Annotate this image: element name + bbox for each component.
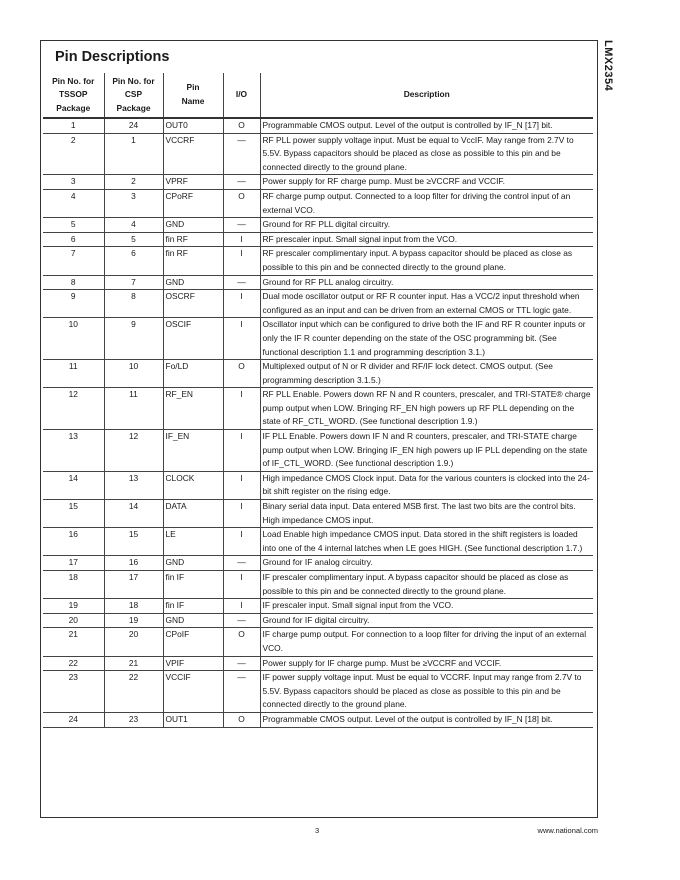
description-cell: Ground for IF analog circuitry. [260, 556, 593, 571]
description-cell: RF prescaler complimentary input. A bypass capacitor should be placed as close as possible to this pin and be connected directly to the ground plane. [260, 247, 593, 275]
io-cell: I [223, 599, 260, 614]
pin-name-cell: LE [163, 528, 223, 556]
table-row [43, 599, 593, 614]
csp-pin-cell: 16 [104, 556, 163, 571]
io-cell: — [223, 556, 260, 571]
tssop-pin-cell: 12 [43, 388, 104, 430]
tssop-pin-cell: 22 [43, 656, 104, 671]
csp-pin-cell: 12 [104, 430, 163, 472]
csp-pin-cell: 6 [104, 247, 163, 275]
pin-name-cell: DATA [163, 500, 223, 528]
table-row [43, 360, 593, 388]
table-row [43, 656, 593, 671]
csp-pin-cell: 20 [104, 628, 163, 656]
tssop-pin-cell: 23 [43, 671, 104, 713]
table-row [43, 232, 593, 247]
io-cell: I [223, 430, 260, 472]
table-row [43, 613, 593, 628]
description-cell: RF prescaler input. Small signal input from the VCO. [260, 232, 593, 247]
pin-name-cell: OSCRF [163, 290, 223, 318]
tssop-pin-cell: 3 [43, 175, 104, 190]
io-cell: O [223, 118, 260, 133]
table-row [43, 189, 593, 217]
pin-name-cell: CPoIF [163, 628, 223, 656]
header-csp-pin: Pin No. for CSP Package [104, 73, 163, 118]
pin-name-cell: fin IF [163, 599, 223, 614]
tssop-pin-cell: 17 [43, 556, 104, 571]
description-cell: IF prescaler complimentary input. A bypass capacitor should be placed as close as possible to this pin and be connected directly to the ground plane. [260, 571, 593, 599]
pin-name-cell: OUT1 [163, 712, 223, 727]
tssop-pin-cell: 8 [43, 275, 104, 290]
table-row [43, 318, 593, 360]
table-row [43, 218, 593, 233]
csp-pin-cell: 9 [104, 318, 163, 360]
table-row [43, 133, 593, 175]
table-row [43, 571, 593, 599]
csp-pin-cell: 8 [104, 290, 163, 318]
description-cell: RF PLL Enable. Powers down RF N and R counters, prescaler, and TRI-STATE® charge pump output when LOW. Bringing RF_EN high powers up RF PLL depending on the state of RF_CTL_WORD. (See functional description 1.9.) [260, 388, 593, 430]
table-row [43, 388, 593, 430]
table-row [43, 275, 593, 290]
tssop-pin-cell: 6 [43, 232, 104, 247]
io-cell: — [223, 656, 260, 671]
description-cell: Ground for RF PLL analog circuitry. [260, 275, 593, 290]
tssop-pin-cell: 20 [43, 613, 104, 628]
pin-name-cell: GND [163, 556, 223, 571]
pin-description-table [43, 73, 593, 728]
pin-name-cell: fin RF [163, 232, 223, 247]
part-number-label: LMX2354 [602, 40, 614, 92]
pin-name-cell: Fo/LD [163, 360, 223, 388]
description-cell: RF PLL power supply voltage input. Must be equal to VccIF. May range from 2.7V to 5.5V. Bypass capacitors should be placed as close as possible to this pin and be connected directly to the ground plane. [260, 133, 593, 175]
csp-pin-cell: 14 [104, 500, 163, 528]
io-cell: O [223, 712, 260, 727]
description-cell: IF charge pump output. For connection to a loop filter for driving the input of an external VCO. [260, 628, 593, 656]
description-cell: Programmable CMOS output. Level of the output is controlled by IF_N [17] bit. [260, 118, 593, 133]
table-row [43, 628, 593, 656]
io-cell: O [223, 628, 260, 656]
table-row [43, 430, 593, 472]
csp-pin-cell: 2 [104, 175, 163, 190]
pin-name-cell: fin IF [163, 571, 223, 599]
description-cell: RF charge pump output. Connected to a loop filter for driving the control input of an external VCO. [260, 189, 593, 217]
table-row [43, 175, 593, 190]
csp-pin-cell: 23 [104, 712, 163, 727]
description-cell: Binary serial data input. Data entered MSB first. The last two bits are the control bits. High impedance CMOS input. [260, 500, 593, 528]
csp-pin-cell: 5 [104, 232, 163, 247]
table-row [43, 500, 593, 528]
io-cell: I [223, 247, 260, 275]
io-cell: O [223, 360, 260, 388]
table-row [43, 290, 593, 318]
io-cell: — [223, 175, 260, 190]
pin-name-cell: GND [163, 275, 223, 290]
io-cell: — [223, 671, 260, 713]
io-cell: I [223, 471, 260, 499]
csp-pin-cell: 19 [104, 613, 163, 628]
tssop-pin-cell: 14 [43, 471, 104, 499]
pin-name-cell: IF_EN [163, 430, 223, 472]
io-cell: I [223, 318, 260, 360]
description-cell: Oscillator input which can be configured to drive both the IF and RF R counter inputs or only the IF R counter depending on the state of the OSC programming bit. (See functional description 1.1 and programming description 3.1.) [260, 318, 593, 360]
table-row [43, 712, 593, 727]
pin-name-cell: GND [163, 218, 223, 233]
pin-name-cell: OUT0 [163, 118, 223, 133]
table-row [43, 471, 593, 499]
csp-pin-cell: 15 [104, 528, 163, 556]
io-cell: I [223, 528, 260, 556]
page-number: 3 [315, 826, 320, 835]
table-row [43, 528, 593, 556]
description-cell: Multiplexed output of N or R divider and RF/IF lock detect. CMOS output. (See programming description 3.1.5.) [260, 360, 593, 388]
description-cell: Power supply for RF charge pump. Must be ≥VCCRF and VCCIF. [260, 175, 593, 190]
description-cell: IF PLL Enable. Powers down IF N and R counters, prescaler, and TRI-STATE charge pump output when LOW. Bringing IF_EN high powers up IF PLL depending on the state of IF_CTL_WORD. (See functional description 1.9.) [260, 430, 593, 472]
description-cell: IF power supply voltage input. Must be equal to VCCRF. Input may range from 2.7V to 5.5V. Bypass capacitors should be placed as close as possible to this pin and be connected directly to the ground plane. [260, 671, 593, 713]
csp-pin-cell: 21 [104, 656, 163, 671]
csp-pin-cell: 11 [104, 388, 163, 430]
pin-name-cell: fin RF [163, 247, 223, 275]
tssop-pin-cell: 5 [43, 218, 104, 233]
pin-name-cell: VCCIF [163, 671, 223, 713]
io-cell: I [223, 571, 260, 599]
header-pin-name: Pin Name [163, 73, 223, 118]
tssop-pin-cell: 1 [43, 118, 104, 133]
io-cell: — [223, 133, 260, 175]
table-row [43, 247, 593, 275]
description-cell: Ground for RF PLL digital circuitry. [260, 218, 593, 233]
csp-pin-cell: 17 [104, 571, 163, 599]
csp-pin-cell: 24 [104, 118, 163, 133]
pin-name-cell: VPRF [163, 175, 223, 190]
header-tssop-pin: Pin No. for TSSOP Package [43, 73, 104, 118]
io-cell: — [223, 218, 260, 233]
description-cell: IF prescaler input. Small signal input from the VCO. [260, 599, 593, 614]
description-cell: Programmable CMOS output. Level of the output is controlled by IF_N [18] bit. [260, 712, 593, 727]
csp-pin-cell: 4 [104, 218, 163, 233]
pin-name-cell: GND [163, 613, 223, 628]
content-frame [40, 40, 598, 818]
description-cell: High impedance CMOS Clock input. Data for the various counters is clocked into the 24-bit shift register on the rising edge. [260, 471, 593, 499]
io-cell: I [223, 388, 260, 430]
tssop-pin-cell: 4 [43, 189, 104, 217]
header-io: I/O [223, 73, 260, 118]
tssop-pin-cell: 9 [43, 290, 104, 318]
tssop-pin-cell: 18 [43, 571, 104, 599]
description-cell: Ground for IF digital circuitry. [260, 613, 593, 628]
csp-pin-cell: 3 [104, 189, 163, 217]
pin-name-cell: VCCRF [163, 133, 223, 175]
table-row [43, 118, 593, 133]
header-description: Description [260, 73, 593, 118]
description-cell: Load Enable high impedance CMOS input. Data stored in the shift registers is loaded into one of the 4 internal latches when LE goes HIGH. (See functional description 1.7.) [260, 528, 593, 556]
csp-pin-cell: 7 [104, 275, 163, 290]
pin-name-cell: RF_EN [163, 388, 223, 430]
description-cell: Dual mode oscillator output or RF R counter input. Has a VCC/2 input threshold when configured as an input and can be driven from an external CMOS or TTL logic gate. [260, 290, 593, 318]
table-header-row [43, 73, 593, 118]
io-cell: I [223, 500, 260, 528]
website-url: www.national.com [537, 826, 598, 835]
section-title: Pin Descriptions [55, 49, 170, 65]
tssop-pin-cell: 10 [43, 318, 104, 360]
io-cell: O [223, 189, 260, 217]
csp-pin-cell: 13 [104, 471, 163, 499]
io-cell: I [223, 290, 260, 318]
csp-pin-cell: 22 [104, 671, 163, 713]
csp-pin-cell: 10 [104, 360, 163, 388]
tssop-pin-cell: 21 [43, 628, 104, 656]
tssop-pin-cell: 16 [43, 528, 104, 556]
tssop-pin-cell: 24 [43, 712, 104, 727]
pin-name-cell: OSCIF [163, 318, 223, 360]
tssop-pin-cell: 13 [43, 430, 104, 472]
tssop-pin-cell: 15 [43, 500, 104, 528]
table-row [43, 556, 593, 571]
tssop-pin-cell: 19 [43, 599, 104, 614]
table-row [43, 671, 593, 713]
tssop-pin-cell: 11 [43, 360, 104, 388]
description-cell: Power supply for IF charge pump. Must be ≥VCCRF and VCCIF. [260, 656, 593, 671]
io-cell: — [223, 613, 260, 628]
csp-pin-cell: 1 [104, 133, 163, 175]
pin-name-cell: CPoRF [163, 189, 223, 217]
pin-name-cell: CLOCK [163, 471, 223, 499]
csp-pin-cell: 18 [104, 599, 163, 614]
tssop-pin-cell: 7 [43, 247, 104, 275]
io-cell: I [223, 232, 260, 247]
tssop-pin-cell: 2 [43, 133, 104, 175]
io-cell: — [223, 275, 260, 290]
pin-name-cell: VPIF [163, 656, 223, 671]
